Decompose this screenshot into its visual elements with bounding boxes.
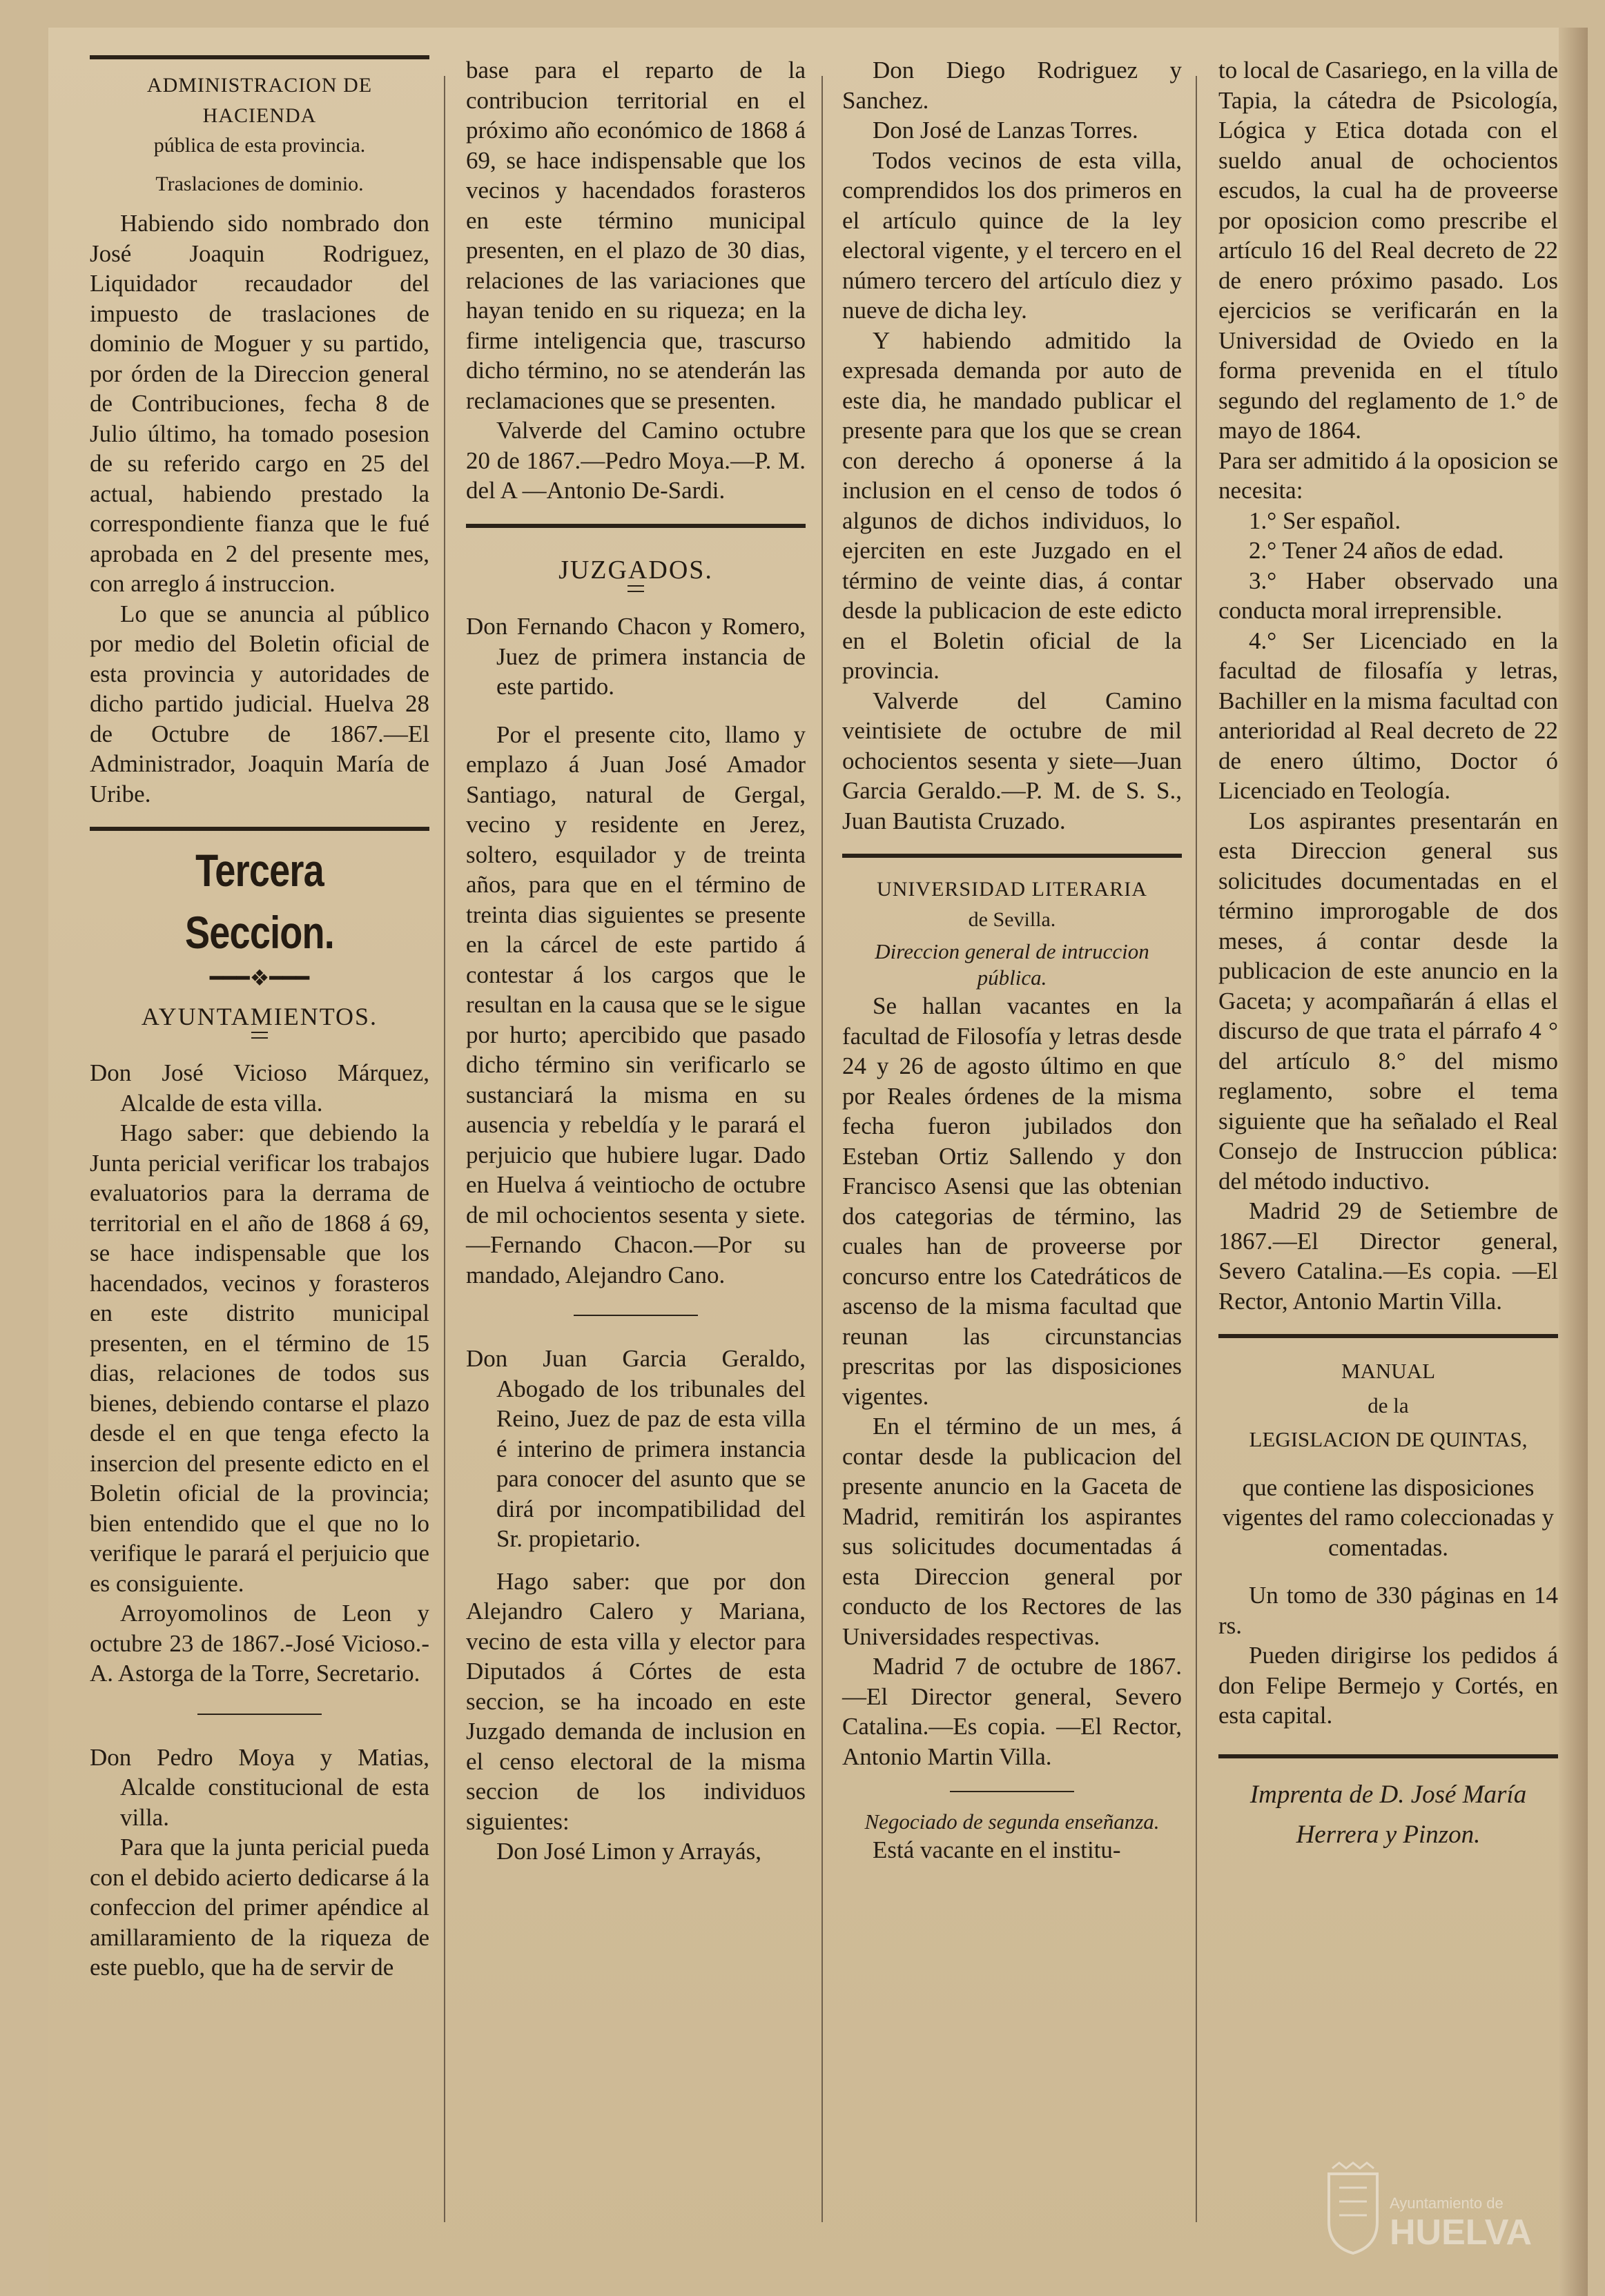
section-rule: [90, 827, 429, 831]
sevilla-subtitle: de Sevilla.: [968, 907, 1056, 931]
divider: [574, 1315, 698, 1316]
direccion-heading: Direccion general de intruccion pública.: [875, 939, 1149, 990]
hacienda-body-2: Lo que se anuncia al público por medio del Boletin oficial de esta provincia y autoridades de dicho partido judicial. Huelva 28 de Octubre de 1867.—El Administrador, Joaquin María de Uribe.: [90, 600, 429, 807]
ayuntamientos-heading: AYUNTAMIENTOS.: [141, 1002, 378, 1030]
vicioso-name: Don José Vicioso Márquez, Alcalde de esta villa.: [90, 1059, 429, 1117]
demanda-body: Y habiendo admitido la expresada demanda por auto de este dia, he mandado publicar el presente para que los que se crean con derecho á oponerse á la inclusion en el censo de todos ó algunos de dichos individuos, lo ejerciten en este Juzgado en el término de veinte dias, á contar desde la publicacion de este edicto en el Boletin oficial de la provincia.: [842, 326, 1182, 684]
imprenta-line-2: Herrera y Pinzon.: [1296, 1820, 1481, 1849]
moya-name: Don Pedro Moya y Matias, Alcalde constitucional de esta villa.: [90, 1743, 429, 1831]
vicioso-signature: Arroyomolinos de Leon y octubre 23 de 1867.-José Vicioso.-A. Astorga de la Torre, Secretario.: [90, 1600, 429, 1687]
hacienda-body: Habiendo sido nombrado don José Joaquin Rodriguez, Liquidador recaudador del impuesto de traslaciones de dominio de Moguer y su partido, por órden de la Direccion general de Contribuciones, fecha 8 de Julio último, ha tomado posesion de su referido cargo en 25 del actual, habiendo prestado la correspondiente fianza que le fué aprobada en 2 del presente mes, con arreglo á instruccion.: [90, 210, 429, 597]
column-4: [1218, 55, 1558, 1855]
lanzas-name: Don José de Lanzas Torres.: [873, 117, 1138, 144]
stamp-line-2: HUELVA: [1390, 2212, 1533, 2253]
moya-body: Para que la junta pericial pueda con el debido acierto dedicarse á la confeccion del primer apéndice al amillaramiento de la riqueza de este pueblo, que ha de servir de: [90, 1834, 429, 1981]
vacante-continued: to local de Casariego, en la villa de Tapia, la cátedra de Psicología, Lógica y Etica dotada con el sueldo anual de ochocientos escudos, la cual ha de proveerse por oposicion como prescribe el artículo 16 del Real decreto de 22 de enero próximo pasado. Los ejercicios se verificarán en la Universidad de Oviedo en la forma prevenida en el título segundo del reglamento de 1.° de mayo de 1864.: [1218, 57, 1558, 444]
tercera-seccion-title: Tercera Seccion.: [184, 845, 335, 958]
manual-tomo: Un tomo de 330 páginas en 14 rs.: [1218, 1582, 1558, 1639]
manual-pedidos: Pueden dirigirse los pedidos á don Felipe Bermejo y Cortés, en esta capital.: [1218, 1642, 1558, 1729]
column-1: [90, 55, 429, 1983]
requisito-1: 1.° Ser español.: [1249, 507, 1401, 534]
universidad-signature: Madrid 7 de octubre de 1867.—El Director general, Severo Catalina.—Es copia. —El Rector, Antonio Martin Villa.: [842, 1653, 1182, 1770]
column-2: [466, 55, 806, 1867]
section-rule: [1218, 1754, 1558, 1758]
section-rule: [90, 55, 429, 59]
section-rule: [466, 524, 806, 528]
garcia-body: Hago saber: que por don Alejandro Calero y Mariana, vecino de esta villa y elector para Diputados á Córtes de esta seccion, se ha incoado en este Juzgado demanda de inclusion en el censo electoral de la misma seccion de los individuos siguientes:: [466, 1567, 806, 1835]
juzgados-heading: JUZGADOS.: [558, 555, 713, 585]
moya-signature: Valverde del Camino octubre 20 de 1867.—Pedro Moya.—P. M. del A —Antonio De-Sardi.: [466, 417, 806, 504]
double-dash: [251, 1032, 268, 1039]
section-rule: [842, 854, 1182, 858]
chacon-name: Don Fernando Chacon y Romero, Juez de primera instancia de este partido.: [466, 613, 806, 700]
legislacion-heading: LEGISLACION DE QUINTAS,: [1249, 1427, 1528, 1451]
column-rule: [821, 76, 823, 2222]
chacon-body: Por el presente cito, llamo y emplazo á Juan José Amador Santiago, natural de Gergal, vecino y residente en Jerez, soltero, esquilador y de treinta años, para que en el término de treinta dias siguientes se presente en la cárcel de este partido á contestar á los cargos que le resultan en la causa que se le sigue por hurto; apercibido que pasado dicho término sin verificarlo se sustanciará la misma en su ausencia y rebeldía y le parará el perjuicio que hubiere lugar. Dado en Huelva á veintiocho de octubre de mil ochocientos sesenta y siete.—Fernando Chacon.—Por su mandado, Alejandro Cano.: [466, 720, 806, 1288]
rodriguez-name: Don Diego Rodriguez y Sanchez.: [842, 57, 1182, 114]
column-rule: [1196, 76, 1197, 2222]
universidad-body: Se hallan vacantes en la facultad de Filosofía y letras desde 24 y 26 de agosto último en que por Reales órdenes de la misma fecha fueron jubilados don Esteban Ortiz Sallendo y don Francisco Asensi que las obtenian dos categorias de término, las cuales han de proveerse por concurso entre los Catedráticos de ascenso de la misma facultad que reunan las circunstancias prescritas por las disposiciones vigentes.: [842, 992, 1182, 1410]
oposicion-signature: Madrid 29 de Setiembre de 1867.—El Director general, Severo Catalina.—Es copia. —El Rector, Antonio Martin Villa.: [1218, 1197, 1558, 1315]
page-edge-shadow: [1559, 28, 1588, 2296]
vacante-text: Está vacante en el institu-: [873, 1836, 1121, 1863]
manual-heading: MANUAL: [1341, 1359, 1436, 1383]
imprenta-line-1: Imprenta de D. José María: [1249, 1780, 1527, 1809]
hacienda-subtitle: pública de esta provincia.: [153, 134, 366, 157]
moya-body-continued: base para el reparto de la contribucion territorial en el próximo año económico de 1868 á 69, se hace indispensable que los vecinos y hacendados forasteros en este término municipal presenten, en el plazo de 30 dias, relaciones de las variaciones que hayan tenido en su riqueza; en la firme inteligencia que, trascurso dicho término, no se atenderán las reclamaciones que se presenten.: [466, 57, 806, 414]
column-rule: [444, 76, 445, 2222]
universidad-heading: UNIVERSIDAD LITERARIA: [877, 878, 1147, 901]
hacienda-title: ADMINISTRACION DE HACIENDA: [146, 74, 373, 127]
manual-de-la: de la: [1368, 1393, 1409, 1417]
manual-description: que contiene las disposiciones vigentes del ramo coleccionadas y comentadas.: [1222, 1473, 1555, 1561]
limon-name: Don José Limon y Arrayás,: [496, 1838, 761, 1865]
universidad-body-2: En el término de un mes, á contar desde la publicacion del presente anuncio en la Gaceta de Madrid, remitirán los aspirantes sus solicitudes documentadas á esta Direccion general por conducto de los Rectores de las Universidades respectivas.: [842, 1413, 1182, 1650]
hacienda-subtitle-2: Traslaciones de dominio.: [155, 172, 364, 195]
requisito-3: 3.° Haber observado una conducta moral irreprensible.: [1218, 567, 1558, 624]
requisitos-intro: Para ser admitido á la oposicion se necesita:: [1218, 447, 1558, 504]
vecinos-body: Todos vecinos de esta villa, comprendidos los dos primeros en el artículo quince de la ley electoral vigente, y el tercero en el número tercero del artículo diez y nueve de dicha ley.: [842, 146, 1182, 324]
huelva-archive-watermark: [1315, 2160, 1543, 2264]
ornament: ━━━❖━━━: [209, 965, 310, 990]
double-dash: [628, 585, 644, 592]
section-rule: [1218, 1334, 1558, 1338]
column-3: [842, 55, 1182, 1865]
coat-of-arms-icon: [1315, 2160, 1543, 2264]
divider: [197, 1714, 322, 1715]
divider: [950, 1791, 1074, 1792]
requisito-2: 2.° Tener 24 años de edad.: [1249, 537, 1504, 564]
garcia-signature: Valverde del Camino veintisiete de octubre de mil ochocientos sesenta y siete—Juan Garcia Geraldo.—P. M. de S. S., Juan Bautista Cruzado.: [842, 687, 1182, 834]
aspirantes-body: Los aspirantes presentarán en esta Direccion general sus solicitudes documentadas en el término improrogable de dos meses, á contar desde la publicacion de este anuncio en la Gaceta; y acompañarán á ellas el discurso de que trata el párrafo 4 ° del artículo 8.° del mismo reglamento, sobre el tema siguiente que ha señalado el Real Consejo de Instruccion pública: del método inductivo.: [1218, 807, 1558, 1195]
garcia-name: Don Juan Garcia Geraldo, Abogado de los tribunales del Reino, Juez de paz de esta villa é interino de primera instancia para conocer del asunto que se dirá por incompatibilidad del Sr. propietario.: [466, 1345, 806, 1552]
newspaper-page: [48, 28, 1588, 2296]
requisito-4: 4.° Ser Licenciado en la facultad de filosafía y letras, Bachiller en la misma facultad con anterioridad al Real decreto de 22 de enero último, Doctor ó Licenciado en Teología.: [1218, 627, 1558, 804]
vicioso-body: Hago saber: que debiendo la Junta pericial verificar los trabajos evaluatorios para la derrama de territorial en el año de 1868 á 69, se hace indispensable que los hacendados, vecinos y forasteros en este distrito municipal presenten, en el término de 15 dias, relaciones de todos sus bienes, debiendo contarse el plazo desde el en que tenga efecto la insercion del presente edicto en el Boletin oficial de la provincia; bien entendido que el que no lo verifique le parará el perjuicio que es consiguiente.: [90, 1119, 429, 1597]
negociado-heading: Negociado de segunda enseñanza.: [864, 1809, 1160, 1834]
stamp-line-1: Ayuntamiento de: [1390, 2195, 1504, 2212]
